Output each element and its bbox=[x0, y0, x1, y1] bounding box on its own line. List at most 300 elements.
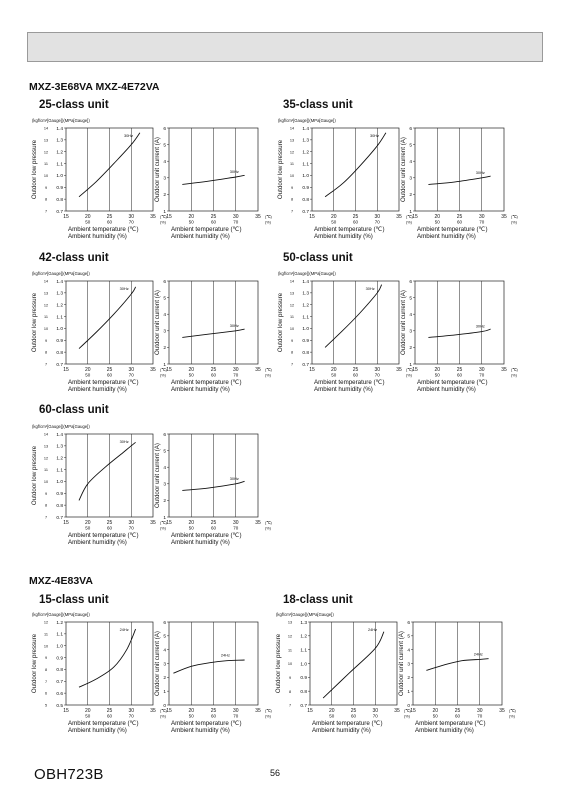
unit-title-50: 50-class unit bbox=[283, 252, 353, 264]
chart1-current-temp-unit: (℃) bbox=[511, 215, 518, 219]
chart1-current-xtick-label: 30 bbox=[478, 214, 485, 220]
chart6-pressure-ytick-label: 0.9 bbox=[300, 676, 307, 682]
chart5-current-xtick-hum-label: 70 bbox=[233, 713, 239, 719]
chart1-current-ytick-label: 6 bbox=[409, 126, 412, 132]
chart0-pressure-ytick-label-kgf: 13 bbox=[43, 138, 49, 143]
chart0-pressure-xtick-label: 30 bbox=[128, 214, 135, 220]
chart1-pressure-ytick-label-kgf: 14 bbox=[289, 126, 295, 131]
chart1-pressure-ylabel: Outdoor low pressure bbox=[277, 139, 284, 200]
chart5-current-xtick-label: 30 bbox=[232, 708, 239, 714]
chart0-pressure-ytick-label: 1.1 bbox=[56, 162, 63, 168]
chart2-pressure-ytick-label-kgf: 13 bbox=[43, 291, 49, 296]
chart5-current-ytick-label: 1 bbox=[163, 689, 166, 695]
chart5-current-series-label: 24Hz bbox=[220, 652, 230, 658]
chart3-pressure-ytick-label-kgf: 10 bbox=[289, 327, 295, 332]
chart1-pressure-xtick-label: 15 bbox=[309, 214, 315, 220]
chart4-current-hum-unit: (%) bbox=[265, 526, 271, 531]
chart0-current-ytick-label: 4 bbox=[163, 160, 166, 165]
chart1-current-xlabel-humidity: Ambient humidity (%) bbox=[417, 233, 476, 240]
chart3-pressure-ytick-label: 0.9 bbox=[302, 339, 309, 345]
chart6-pressure-xtick-hum-label: 60 bbox=[350, 713, 357, 719]
chart5-current-ytick-label: 5 bbox=[163, 634, 166, 640]
chart1-pressure-xtick-label: 20 bbox=[330, 214, 337, 220]
chart4-pressure-xtick-hum-label: 70 bbox=[128, 525, 134, 531]
chart6-current-ytick-label: 0 bbox=[407, 703, 410, 709]
chart0-current-xtick-hum-label: 70 bbox=[233, 219, 239, 225]
chart3-current-hum-unit: (%) bbox=[511, 373, 517, 378]
chart4-current-xtick-label: 15 bbox=[166, 520, 172, 526]
chart4-pressure-ytick-label: 1.3 bbox=[56, 444, 63, 450]
chart0-current-series-label: 30Hz bbox=[229, 168, 239, 174]
chart2-current-xlabel-humidity: Ambient humidity (%) bbox=[171, 386, 230, 393]
chart0-pressure-xlabel-humidity: Ambient humidity (%) bbox=[68, 233, 127, 240]
chart0-current-xtick-label: 15 bbox=[166, 214, 172, 220]
chart3-pressure-ytick-label-kgf: 11 bbox=[290, 315, 294, 320]
unit-title-35: 35-class unit bbox=[283, 99, 353, 111]
chart2-pressure-xtick-hum-label: 60 bbox=[106, 372, 113, 378]
section-title-mxz-4e83va: MXZ-4E83VA bbox=[29, 575, 93, 587]
chart2-pressure-xtick-label: 30 bbox=[128, 367, 135, 373]
chart5-current-ytick-label: 2 bbox=[163, 676, 166, 682]
chart0-current-xlabel-humidity: Ambient humidity (%) bbox=[171, 233, 230, 240]
chart2-pressure-ytick-label: 1.0 bbox=[56, 327, 63, 333]
chart5-current-series-line bbox=[173, 660, 244, 673]
chart5-current-ytick-label: 3 bbox=[163, 662, 166, 668]
chart3-pressure-ytick-label-kgf: 13 bbox=[289, 291, 295, 296]
chart0-pressure-xtick-label: 35 bbox=[150, 214, 156, 220]
chart4-pressure-ytick-label: 1.0 bbox=[56, 480, 63, 486]
chart4-current-temp-unit: (℃) bbox=[265, 521, 272, 525]
chart4-pressure-ytick-label-kgf: 11 bbox=[44, 468, 48, 473]
chart3-pressure-ylabel: Outdoor low pressure bbox=[277, 292, 284, 353]
chart1-pressure-ytick-label: 0.7 bbox=[302, 209, 309, 215]
chart6-pressure-ytick-label: 1.0 bbox=[300, 662, 307, 668]
chart5-pressure-ytick-label-kgf: 10 bbox=[43, 644, 49, 649]
chart6-pressure-xtick-label: 30 bbox=[372, 708, 379, 714]
chart1-current-hum-unit: (%) bbox=[511, 220, 517, 225]
chart3-pressure-ytick-label: 1.4 bbox=[302, 279, 309, 285]
chart4-current-xtick-label: 30 bbox=[232, 520, 239, 526]
chart4-pressure-ytick-label-kgf: 7 bbox=[44, 515, 48, 520]
chart6-pressure-xtick-label: 15 bbox=[307, 708, 313, 714]
chart1-current-xtick-label: 35 bbox=[501, 214, 507, 220]
chart6-current-xlabel-humidity: Ambient humidity (%) bbox=[415, 727, 474, 734]
chart6-current-xtick-hum-label: 60 bbox=[454, 713, 461, 719]
chart3-current-ytick-label: 1 bbox=[409, 362, 412, 368]
chart3-pressure-ytick-label-kgf: 14 bbox=[289, 279, 295, 284]
chart6-pressure-xlabel: Ambient temperature (℃) bbox=[312, 720, 383, 727]
chart6-current-temp-unit: (℃) bbox=[509, 709, 516, 713]
chart1-current-series-label: 30Hz bbox=[475, 169, 485, 175]
chart6-current-xtick-label: 30 bbox=[476, 708, 483, 714]
chart2-pressure-ytick-label: 1.2 bbox=[56, 303, 63, 309]
chart2-pressure-ytick-label-kgf: 10 bbox=[43, 327, 49, 332]
chart6-pressure-ytick-label-kgf: 8 bbox=[288, 689, 292, 694]
chart6-pressure-xtick-label: 20 bbox=[328, 708, 335, 714]
chart2-current-xtick-hum-label: 60 bbox=[210, 372, 217, 378]
chart6-pressure-hum-unit: (%) bbox=[404, 714, 410, 719]
chart5-pressure-ytick-label-kgf: 12 bbox=[43, 620, 49, 625]
chart4-current-ytick-label: 4 bbox=[163, 466, 166, 471]
chart5-current-xtick-hum-label: 60 bbox=[210, 713, 217, 719]
chart3-current-ytick-label: 4 bbox=[409, 313, 412, 318]
chart6-current-series-label: 24Hz bbox=[473, 651, 483, 657]
chart4-pressure-ytick-label: 0.9 bbox=[56, 492, 63, 498]
unit-title-60: 60-class unit bbox=[39, 404, 109, 416]
chart0-pressure-xtick-label: 15 bbox=[63, 214, 69, 220]
chart1-pressure-ytick-label: 1.0 bbox=[302, 174, 309, 180]
chart3-current-temp-unit: (℃) bbox=[511, 368, 518, 372]
chart0-current-hum-unit: (%) bbox=[265, 220, 271, 225]
chart3-pressure-hum-unit: (%) bbox=[406, 373, 412, 378]
chart3-current-ytick-label: 5 bbox=[409, 296, 412, 302]
chart0-pressure-xtick-label: 20 bbox=[84, 214, 91, 220]
chart6-pressure-xtick-hum-label: 70 bbox=[372, 713, 378, 719]
chart3-pressure-ytick-label-kgf: 8 bbox=[290, 350, 294, 355]
chart2-current-temp-unit: (℃) bbox=[265, 368, 272, 372]
chart5-pressure-ytick-label-kgf: 11 bbox=[44, 632, 48, 637]
chart0-pressure-xlabel: Ambient temperature (℃) bbox=[68, 226, 139, 233]
chart1-pressure-xtick-label: 35 bbox=[396, 214, 402, 220]
section-title-mxz-3e68va: MXZ-3E68VA MXZ-4E72VA bbox=[29, 81, 160, 93]
chart4-pressure-hum-unit: (%) bbox=[160, 526, 166, 531]
chart3-current-xtick-label: 20 bbox=[434, 367, 441, 373]
chart3-pressure-xtick-label: 35 bbox=[396, 367, 402, 373]
chart2-pressure-ylabel: Outdoor low pressure bbox=[31, 292, 38, 353]
chart5-pressure-xtick-hum-label: 60 bbox=[106, 713, 113, 719]
chart3-pressure-xtick-hum-label: 60 bbox=[352, 372, 359, 378]
chart0-pressure-ytick-label-kgf: 14 bbox=[43, 126, 49, 131]
chart1-current-xtick-hum-label: 70 bbox=[479, 219, 485, 225]
chart3-pressure-xtick-hum-label: 70 bbox=[374, 372, 380, 378]
chart6-pressure-ytick-label-kgf: 11 bbox=[288, 648, 292, 653]
chart5-pressure-ytick-label-kgf: 9 bbox=[44, 656, 48, 661]
chart2-pressure-xtick-label: 15 bbox=[63, 367, 69, 373]
chart0-pressure-ytick-label: 0.7 bbox=[56, 209, 63, 215]
chart3-pressure-series-label: 30Hz bbox=[365, 286, 375, 291]
chart4-pressure-xtick-hum-label: 60 bbox=[106, 525, 113, 531]
chart3-pressure-ytick-label-kgf: 7 bbox=[290, 362, 294, 367]
document-code: OBH723B bbox=[34, 766, 104, 783]
chart4-pressure-series-line bbox=[79, 442, 136, 500]
chart2-pressure-xtick-hum-label: 50 bbox=[85, 372, 91, 378]
chart6-pressure-ytick-label-kgf: 12 bbox=[287, 634, 293, 639]
chart0-pressure-ytick-label-kgf: 7 bbox=[44, 209, 48, 214]
chart4-pressure-ytick-label: 1.4 bbox=[56, 432, 63, 438]
chart5-pressure-temp-unit: (℃) bbox=[160, 709, 167, 713]
chart2-pressure-xtick-label: 25 bbox=[106, 367, 113, 373]
chart4-current-xtick-hum-label: 50 bbox=[188, 525, 194, 531]
chart6-pressure-xtick-label: 35 bbox=[394, 708, 400, 714]
chart4-pressure-temp-unit: (℃) bbox=[160, 521, 167, 525]
chart2-pressure-series-line bbox=[79, 287, 136, 349]
chart6-current-xlabel: Ambient temperature (℃) bbox=[415, 720, 486, 727]
chart1-pressure-ytick-label-kgf: 8 bbox=[290, 197, 294, 202]
chart5-pressure-ylabel: Outdoor low pressure bbox=[31, 633, 38, 694]
chart2-pressure-series-label: 30Hz bbox=[119, 286, 129, 291]
chart1-pressure-ytick-label-kgf: 13 bbox=[289, 138, 295, 143]
chart0-pressure-ytick-label: 1.2 bbox=[56, 150, 63, 156]
chart6-pressure-ytick-label-kgf: 9 bbox=[288, 675, 292, 680]
chart0-pressure-ytick-label: 1.3 bbox=[56, 138, 63, 144]
chart5-pressure-ytick-label: 0.9 bbox=[56, 656, 63, 662]
chart2-current-ytick-label: 6 bbox=[163, 279, 166, 285]
chart0-current-ytick-label: 5 bbox=[163, 143, 166, 149]
page-number: 56 bbox=[270, 768, 281, 778]
chart6-pressure-ytick-label-kgf: 7 bbox=[288, 703, 292, 708]
chart6-pressure-ytick-label: 0.8 bbox=[300, 689, 307, 695]
chart5-current-xlabel-humidity: Ambient humidity (%) bbox=[171, 727, 230, 734]
chart2-current-ytick-label: 2 bbox=[163, 346, 166, 352]
unit-title-42: 42-class unit bbox=[39, 252, 109, 264]
chart1-current-ylabel: Outdoor unit current (A) bbox=[400, 137, 407, 202]
chart3-current-ytick-label: 6 bbox=[409, 279, 412, 285]
chart0-current-xtick-label: 25 bbox=[210, 214, 217, 220]
chart1-pressure-units-label: (kgf/cm²[Gauge])(MPa[Gauge]) bbox=[278, 118, 336, 123]
chart3-current-ylabel: Outdoor unit current (A) bbox=[400, 290, 407, 355]
chart1-current-ytick-label: 3 bbox=[409, 176, 412, 182]
chart2-pressure-ytick-label-kgf: 11 bbox=[44, 315, 48, 320]
chart2-pressure-xtick-hum-label: 70 bbox=[128, 372, 134, 378]
chart5-pressure-ytick-label-kgf: 7 bbox=[44, 679, 48, 684]
chart2-current-series-label: 30Hz bbox=[229, 322, 239, 328]
chart5-pressure-ytick-label: 0.8 bbox=[56, 668, 63, 674]
chart3-pressure-units-label: (kgf/cm²[Gauge])(MPa[Gauge]) bbox=[278, 271, 336, 276]
chart6-current-xtick-label: 15 bbox=[410, 708, 416, 714]
chart1-current-xtick-hum-label: 60 bbox=[456, 219, 463, 225]
chart5-current-ytick-label: 6 bbox=[163, 620, 166, 626]
chart2-current-hum-unit: (%) bbox=[265, 373, 271, 378]
chart0-pressure-xtick-hum-label: 70 bbox=[128, 219, 134, 225]
chart5-current-xtick-label: 20 bbox=[188, 708, 195, 714]
chart6-current-ytick-label: 4 bbox=[407, 648, 410, 654]
chart5-current-xtick-label: 15 bbox=[166, 708, 172, 714]
chart2-current-xtick-hum-label: 50 bbox=[188, 372, 194, 378]
chart0-current-ytick-label: 6 bbox=[163, 126, 166, 132]
chart0-current-xtick-label: 30 bbox=[232, 214, 239, 220]
chart1-pressure-xlabel: Ambient temperature (℃) bbox=[314, 226, 385, 233]
chart1-pressure-xtick-hum-label: 70 bbox=[374, 219, 380, 225]
chart4-pressure-ytick-label: 1.1 bbox=[56, 468, 63, 474]
chart6-pressure-ytick-label-kgf: 10 bbox=[287, 662, 293, 667]
chart0-pressure-hum-unit: (%) bbox=[160, 220, 166, 225]
chart4-pressure-ytick-label: 0.8 bbox=[56, 503, 63, 509]
chart3-pressure-xtick-label: 25 bbox=[352, 367, 359, 373]
chart3-pressure-xlabel: Ambient temperature (℃) bbox=[314, 379, 385, 386]
chart0-pressure-xtick-label: 25 bbox=[106, 214, 113, 220]
chart6-pressure-ytick-label: 1.3 bbox=[300, 620, 307, 626]
chart5-pressure-series-line bbox=[79, 629, 136, 687]
chart4-pressure-xtick-label: 20 bbox=[84, 520, 91, 526]
chart3-current-ytick-label: 2 bbox=[409, 346, 412, 352]
chart2-pressure-units-label: (kgf/cm²[Gauge])(MPa[Gauge]) bbox=[32, 271, 90, 276]
chart3-current-xtick-label: 30 bbox=[478, 367, 485, 373]
chart5-pressure-ytick-label: 1.0 bbox=[56, 644, 63, 650]
chart0-pressure-ytick-label: 1.0 bbox=[56, 174, 63, 180]
chart2-pressure-ytick-label-kgf: 14 bbox=[43, 279, 49, 284]
chart4-pressure-ytick-label: 1.2 bbox=[56, 456, 63, 462]
unit-title-15: 15-class unit bbox=[39, 594, 109, 606]
chart5-pressure-xtick-hum-label: 50 bbox=[85, 713, 91, 719]
chart1-current-xtick-hum-label: 50 bbox=[434, 219, 440, 225]
chart1-pressure-temp-unit: (℃) bbox=[406, 215, 413, 219]
chart1-current-xtick-label: 25 bbox=[456, 214, 463, 220]
chart5-pressure-ytick-label-kgf: 8 bbox=[44, 668, 48, 673]
chart3-pressure-ytick-label-kgf: 9 bbox=[290, 338, 294, 343]
chart2-pressure-ytick-label: 0.9 bbox=[56, 339, 63, 345]
chart4-current-xlabel: Ambient temperature (℃) bbox=[171, 532, 242, 539]
chart4-pressure-ytick-label-kgf: 14 bbox=[43, 432, 49, 437]
chart0-current-ytick-label: 3 bbox=[163, 176, 166, 182]
chart4-current-xtick-label: 20 bbox=[188, 520, 195, 526]
chart2-current-ytick-label: 4 bbox=[163, 313, 166, 318]
chart3-current-xtick-label: 15 bbox=[412, 367, 418, 373]
chart0-pressure-xtick-hum-label: 60 bbox=[106, 219, 113, 225]
chart3-pressure-xtick-label: 30 bbox=[374, 367, 381, 373]
chart1-current-xtick-label: 15 bbox=[412, 214, 418, 220]
chart6-pressure-xtick-label: 25 bbox=[350, 708, 357, 714]
chart5-pressure-ytick-label: 0.7 bbox=[56, 680, 63, 686]
chart5-current-xtick-label: 35 bbox=[255, 708, 261, 714]
chart4-pressure-xtick-label: 30 bbox=[128, 520, 135, 526]
chart1-pressure-xtick-hum-label: 60 bbox=[352, 219, 359, 225]
chart5-pressure-ytick-label: 1.1 bbox=[56, 632, 63, 638]
chart2-pressure-xlabel: Ambient temperature (℃) bbox=[68, 379, 139, 386]
chart4-pressure-xlabel: Ambient temperature (℃) bbox=[68, 532, 139, 539]
chart2-pressure-ytick-label: 1.4 bbox=[56, 279, 63, 285]
chart4-pressure-ytick-label: 0.7 bbox=[56, 515, 63, 521]
chart5-pressure-ytick-label: 0.6 bbox=[56, 691, 63, 697]
chart5-current-ytick-label: 4 bbox=[163, 648, 166, 654]
chart4-current-xtick-label: 35 bbox=[255, 520, 261, 526]
chart4-pressure-xtick-label: 15 bbox=[63, 520, 69, 526]
chart5-pressure-xtick-label: 30 bbox=[128, 708, 135, 714]
chart2-current-ytick-label: 3 bbox=[163, 329, 166, 335]
chart5-pressure-series-label: 24Hz bbox=[119, 627, 129, 632]
chart0-current-xtick-label: 35 bbox=[255, 214, 261, 220]
chart5-pressure-ytick-label-kgf: 5 bbox=[44, 703, 48, 708]
chart3-current-xlabel-humidity: Ambient humidity (%) bbox=[417, 386, 476, 393]
chart5-current-ytick-label: 0 bbox=[163, 703, 166, 709]
chart6-pressure-ytick-label: 1.1 bbox=[300, 648, 307, 654]
chart0-current-temp-unit: (℃) bbox=[265, 215, 272, 219]
chart3-pressure-xtick-hum-label: 50 bbox=[331, 372, 337, 378]
chart0-current-xtick-hum-label: 60 bbox=[210, 219, 217, 225]
chart2-current-ytick-label: 1 bbox=[163, 362, 166, 368]
chart1-pressure-ytick-label: 1.4 bbox=[302, 126, 309, 132]
chart2-current-xtick-label: 35 bbox=[255, 367, 261, 373]
chart5-current-ylabel: Outdoor unit current (A) bbox=[154, 631, 161, 696]
chart2-pressure-temp-unit: (℃) bbox=[160, 368, 167, 372]
chart2-pressure-hum-unit: (%) bbox=[160, 373, 166, 378]
chart6-current-xtick-label: 35 bbox=[499, 708, 505, 714]
chart4-current-ylabel: Outdoor unit current (A) bbox=[154, 443, 161, 508]
chart0-current-ytick-label: 1 bbox=[163, 209, 166, 215]
chart3-current-xtick-hum-label: 70 bbox=[479, 372, 485, 378]
chart0-current-ytick-label: 2 bbox=[163, 193, 166, 199]
chart3-pressure-temp-unit: (℃) bbox=[406, 368, 413, 372]
chart5-current-xtick-label: 25 bbox=[210, 708, 217, 714]
chart2-current-xtick-hum-label: 70 bbox=[233, 372, 239, 378]
chart3-pressure-xlabel-humidity: Ambient humidity (%) bbox=[314, 386, 373, 393]
chart5-pressure-xtick-hum-label: 70 bbox=[128, 713, 134, 719]
chart0-pressure-ytick-label: 0.8 bbox=[56, 197, 63, 203]
chart0-pressure-ytick-label-kgf: 9 bbox=[44, 185, 48, 190]
chart6-current-xtick-hum-label: 70 bbox=[477, 713, 483, 719]
chart4-pressure-ylabel: Outdoor low pressure bbox=[31, 445, 38, 506]
chart3-current-series-label: 30Hz bbox=[475, 323, 485, 329]
chart1-pressure-ytick-label: 1.1 bbox=[302, 162, 309, 168]
chart6-current-xtick-label: 25 bbox=[454, 708, 461, 714]
chart5-pressure-ytick-label: 1.2 bbox=[56, 620, 63, 626]
chart4-current-xtick-hum-label: 70 bbox=[233, 525, 239, 531]
chart1-pressure-ytick-label: 1.2 bbox=[302, 150, 309, 156]
chart6-pressure-temp-unit: (℃) bbox=[404, 709, 411, 713]
chart4-pressure-ytick-label-kgf: 12 bbox=[43, 456, 49, 461]
chart1-pressure-ytick-label-kgf: 11 bbox=[290, 162, 294, 167]
chart4-pressure-series-label: 30Hz bbox=[119, 439, 129, 444]
chart1-current-ytick-label: 4 bbox=[409, 160, 412, 165]
chart4-pressure-xtick-hum-label: 50 bbox=[85, 525, 91, 531]
chart1-current-xtick-label: 20 bbox=[434, 214, 441, 220]
chart5-pressure-units-label: (kgf/cm²[Gauge])(MPa[Gauge]) bbox=[32, 612, 90, 617]
chart3-current-ytick-label: 3 bbox=[409, 329, 412, 335]
chart1-pressure-ytick-label-kgf: 10 bbox=[289, 174, 295, 179]
chart4-pressure-xtick-label: 25 bbox=[106, 520, 113, 526]
chart1-pressure-xtick-label: 30 bbox=[374, 214, 381, 220]
chart5-current-xtick-hum-label: 50 bbox=[188, 713, 194, 719]
chart2-current-xtick-label: 30 bbox=[232, 367, 239, 373]
chart2-pressure-ytick-label: 1.1 bbox=[56, 315, 63, 321]
chart1-current-ytick-label: 1 bbox=[409, 209, 412, 215]
chart4-pressure-units-label: (kgf/cm²[Gauge])(MPa[Gauge]) bbox=[32, 424, 90, 429]
chart4-pressure-xtick-label: 35 bbox=[150, 520, 156, 526]
chart5-current-xlabel: Ambient temperature (℃) bbox=[171, 720, 242, 727]
chart1-pressure-xlabel-humidity: Ambient humidity (%) bbox=[314, 233, 373, 240]
chart4-current-ytick-label: 6 bbox=[163, 432, 166, 438]
chart5-pressure-xtick-label: 15 bbox=[63, 708, 69, 714]
chart5-pressure-ytick-label-kgf: 6 bbox=[44, 691, 48, 696]
chart2-current-xtick-label: 20 bbox=[188, 367, 195, 373]
chart2-pressure-ytick-label-kgf: 7 bbox=[44, 362, 48, 367]
chart3-pressure-ytick-label-kgf: 12 bbox=[289, 303, 295, 308]
chart0-current-ylabel: Outdoor unit current (A) bbox=[154, 137, 161, 202]
chart3-pressure-xtick-label: 15 bbox=[309, 367, 315, 373]
chart5-pressure-xlabel-humidity: Ambient humidity (%) bbox=[68, 727, 127, 734]
chart3-pressure-ytick-label: 1.0 bbox=[302, 327, 309, 333]
unit-title-18: 18-class unit bbox=[283, 594, 353, 606]
chart5-current-hum-unit: (%) bbox=[265, 714, 271, 719]
chart2-pressure-ytick-label-kgf: 12 bbox=[43, 303, 49, 308]
chart0-pressure-ytick-label-kgf: 11 bbox=[44, 162, 48, 167]
chart2-current-ytick-label: 5 bbox=[163, 296, 166, 302]
chart6-pressure-xtick-hum-label: 50 bbox=[329, 713, 335, 719]
chart0-pressure-temp-unit: (℃) bbox=[160, 215, 167, 219]
chart0-pressure-ytick-label-kgf: 8 bbox=[44, 197, 48, 202]
chart1-pressure-ytick-label: 1.3 bbox=[302, 138, 309, 144]
chart3-current-xlabel: Ambient temperature (℃) bbox=[417, 379, 488, 386]
chart3-pressure-ytick-label: 1.2 bbox=[302, 303, 309, 309]
chart2-pressure-ytick-label: 0.7 bbox=[56, 362, 63, 368]
chart6-current-ylabel: Outdoor unit current (A) bbox=[398, 631, 405, 696]
chart4-current-xtick-hum-label: 60 bbox=[210, 525, 217, 531]
chart1-pressure-hum-unit: (%) bbox=[406, 220, 412, 225]
chart1-current-ytick-label: 2 bbox=[409, 193, 412, 199]
chart4-current-ytick-label: 3 bbox=[163, 482, 166, 488]
chart5-pressure-xtick-label: 35 bbox=[150, 708, 156, 714]
chart2-pressure-xtick-label: 35 bbox=[150, 367, 156, 373]
chart6-current-ytick-label: 3 bbox=[407, 662, 410, 668]
